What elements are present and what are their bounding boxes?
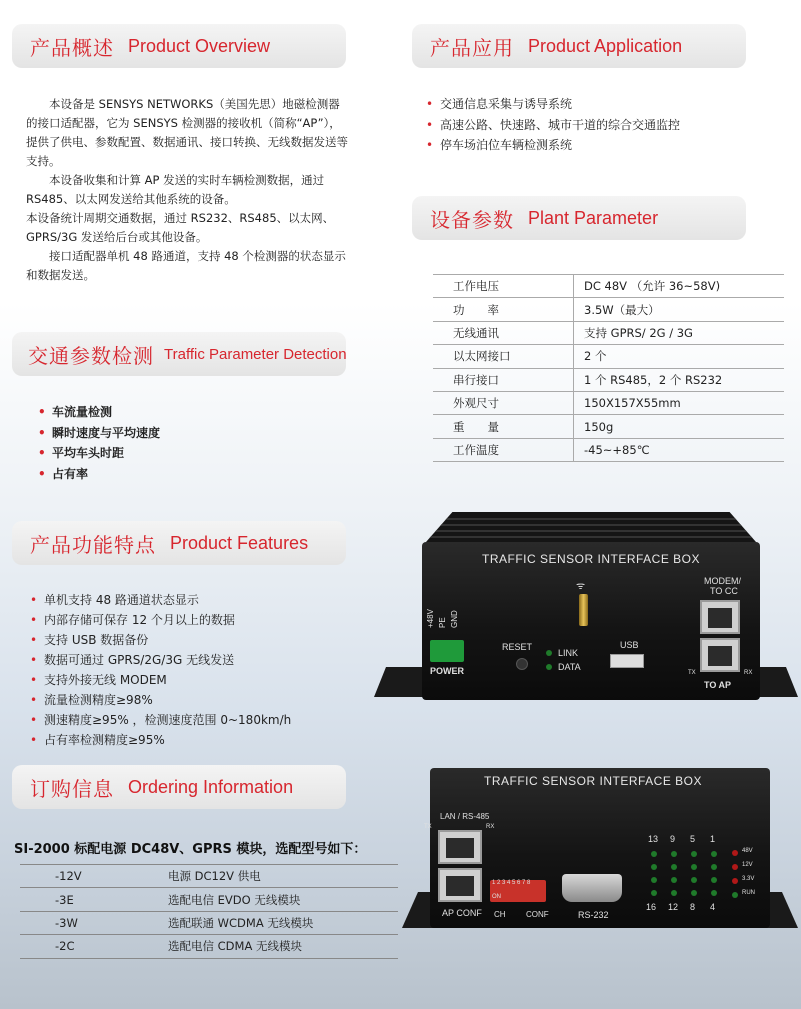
reset-button [516,658,528,670]
ordering-subtitle: SI-2000 标配电源 DC48V、GPRS 模块，选配型号如下： [14,842,367,857]
overview-paragraph-3: 本设备统计周期交通数据，通过 RS232、RS485、以太网、GPRS/3G 发送给后台或其他设备。 [26,211,335,244]
channel-number: 13 [648,834,659,844]
table-row [20,865,398,888]
rs232-connector [562,874,622,902]
channel-number: 12 [668,902,679,912]
rx-label: RX [486,824,495,830]
link-led [546,650,552,656]
list-item: • 停车场泊位车辆检测系统 [426,135,680,156]
param-value: DC 48V （允许 36~58V) [574,275,785,298]
modem-label: MODEM/ [704,576,741,586]
rx-label: RX [744,670,753,676]
param-value: 支持 GPRS/ 2G / 3G [574,321,785,344]
ordering-title-cn: 订购信息 [30,776,114,801]
param-value: 2 个 [574,345,785,368]
parameter-table [433,274,784,462]
channel-number: 9 [670,834,676,844]
param-key: 工作温度 [433,438,574,461]
table-row [20,911,398,934]
application-title-cn: 产品应用 [430,35,514,60]
status-led-48v [732,850,738,856]
data-led [546,664,552,670]
overview-paragraph-4: 接口适配器单机 48 路通道，支持 48 个检测器的状态显示和数据发送。 [26,249,346,282]
list-item: • 瞬时速度与平均速度 [38,423,160,444]
status-led-run [732,892,738,898]
traffic-list [38,402,160,484]
conf-label: CONF [526,910,549,919]
ordering-table [20,864,398,959]
order-desc: 选配联通 WCDMA 无线模块 [150,911,398,934]
order-code: -12V [20,865,150,888]
list-item: • 测速精度≥95% ，检测速度范围 0~180km/h [30,710,291,730]
status-label-12v: 12V [742,862,753,868]
channel-number: 8 [690,902,696,912]
application-header [412,24,746,68]
param-key: 功 率 [433,298,574,321]
table-row [433,298,784,321]
list-item: • 占有率检测精度≥95% [30,730,291,750]
channel-number: 5 [690,834,696,844]
traffic-title-en: Traffic Parameter Detection [164,345,347,363]
table-row [433,415,784,438]
list-item: • 支持 USB 数据备份 [30,630,291,650]
table-row [433,345,784,368]
device-back-photo [402,762,798,932]
overview-header [12,24,346,68]
order-desc: 电源 DC12V 供电 [150,865,398,888]
ethernet-port-cc [700,600,740,634]
channel-number: 1 [710,834,716,844]
wifi-icon: ᯤ [576,581,586,592]
list-item: • 数据可通过 GPRS/2G/3G 无线发送 [30,650,291,670]
table-row [433,438,784,461]
status-label-3v3: 3.3V [742,876,755,882]
traffic-title-cn: 交通参数检测 [28,343,154,368]
tx-label: TX [688,670,696,676]
table-row [433,391,784,414]
order-code: -2C [20,935,150,958]
data-label: DATA [558,662,581,672]
power-label: POWER [430,666,465,676]
features-title-en: Product Features [170,532,309,553]
order-code: -3E [20,888,150,911]
status-label-run: RUN [742,890,755,896]
reset-label: RESET [502,642,533,652]
ordering-title-en: Ordering Information [128,776,294,797]
power-pin-48v: +48V [426,609,435,628]
ch-label: CH [494,910,506,919]
order-desc: 选配电信 CDMA 无线模块 [150,935,398,958]
order-code: -3W [20,911,150,934]
device-top-fins [426,512,756,542]
list-item: • 支持外接无线 MODEM [30,670,291,690]
application-list [426,94,680,156]
param-key: 串行接口 [433,368,574,391]
features-title-cn: 产品功能特点 [30,532,156,557]
table-row [20,935,398,958]
power-pin-pe: PE [438,617,447,628]
dip-on-label: ON [492,894,501,900]
lan-label: LAN / RS-485 [440,812,490,821]
list-item: • 车流量检测 [38,402,160,423]
overview-paragraph-2: 本设备收集和计算 AP 发送的实时车辆检测数据，通过 RS485、以太网发送给其他系统的设备。 [26,173,325,206]
ap-conf-label: AP CONF [442,908,482,918]
overview-text [26,95,348,285]
param-key: 外观尺寸 [433,391,574,414]
list-item: • 高速公路、快速路、城市干道的综合交通监控 [426,115,680,136]
status-led-12v [732,864,738,870]
list-item: • 单机支持 48 路通道状态显示 [30,590,291,610]
dip-numbers: 1 2 3 4 5 6 7 8 [492,880,531,886]
to-ap-label: TO AP [704,680,732,690]
list-item: • 平均车头时距 [38,443,160,464]
channel-number: 4 [710,902,716,912]
parameter-title-cn: 设备参数 [430,207,514,232]
param-key: 工作电压 [433,275,574,298]
usb-port [610,654,644,668]
parameter-header [412,196,746,240]
table-row [433,275,784,298]
rs232-label: RS-232 [578,910,609,920]
link-label: LINK [558,648,579,658]
device-front-photo [374,512,798,702]
antenna [579,594,588,626]
list-item: • 占有率 [38,464,160,485]
features-list [30,590,291,750]
table-row [433,321,784,344]
usb-label: USB [620,640,639,650]
features-header [12,521,346,565]
power-connector [430,640,464,662]
ethernet-port-conf [438,868,482,902]
to-cc-label: TO CC [710,586,738,596]
ethernet-port-lan [438,830,482,864]
tx-label: TX [424,824,432,830]
status-led-3v3 [732,878,738,884]
traffic-header [12,332,346,376]
param-key: 以太网接口 [433,345,574,368]
list-item: • 内部存储可保存 12 个月以上的数据 [30,610,291,630]
status-label-48v: 48V [742,848,753,854]
param-value: 150X157X55mm [574,391,785,414]
device-back-title: TRAFFIC SENSOR INTERFACE BOX [484,774,703,788]
power-pin-gnd: GND [450,610,459,628]
param-key: 重 量 [433,415,574,438]
overview-title-en: Product Overview [128,35,271,56]
list-item: • 交通信息采集与诱导系统 [426,94,680,115]
device-front-title: TRAFFIC SENSOR INTERFACE BOX [482,552,701,566]
param-value: 3.5W（最大） [574,298,785,321]
channel-led-grid [646,848,726,900]
table-row [20,888,398,911]
ethernet-port-ap [700,638,740,672]
device-front-panel [422,542,760,700]
param-value: 1 个 RS485，2 个 RS232 [574,368,785,391]
channel-number: 16 [646,902,657,912]
param-key: 无线通讯 [433,321,574,344]
order-desc: 选配电信 EVDO 无线模块 [150,888,398,911]
table-row [433,368,784,391]
parameter-title-en: Plant Parameter [528,207,659,228]
overview-title-cn: 产品概述 [30,35,114,60]
overview-paragraph-1: 本设备是 SENSYS NETWORKS（美国先思）地磁检测器的接口适配器，它为 SENSYS 检测器的接收机（简称“AP”），提供了供电、参数配置、数据通讯、接口转换、无线数据发送等支持。 [26,97,348,168]
param-value: -45~+85℃ [574,438,785,461]
application-title-en: Product Application [528,35,683,56]
param-value: 150g [574,415,785,438]
ordering-header [12,765,346,809]
list-item: • 流量检测精度≥98% [30,690,291,710]
device-back-panel [424,768,770,928]
